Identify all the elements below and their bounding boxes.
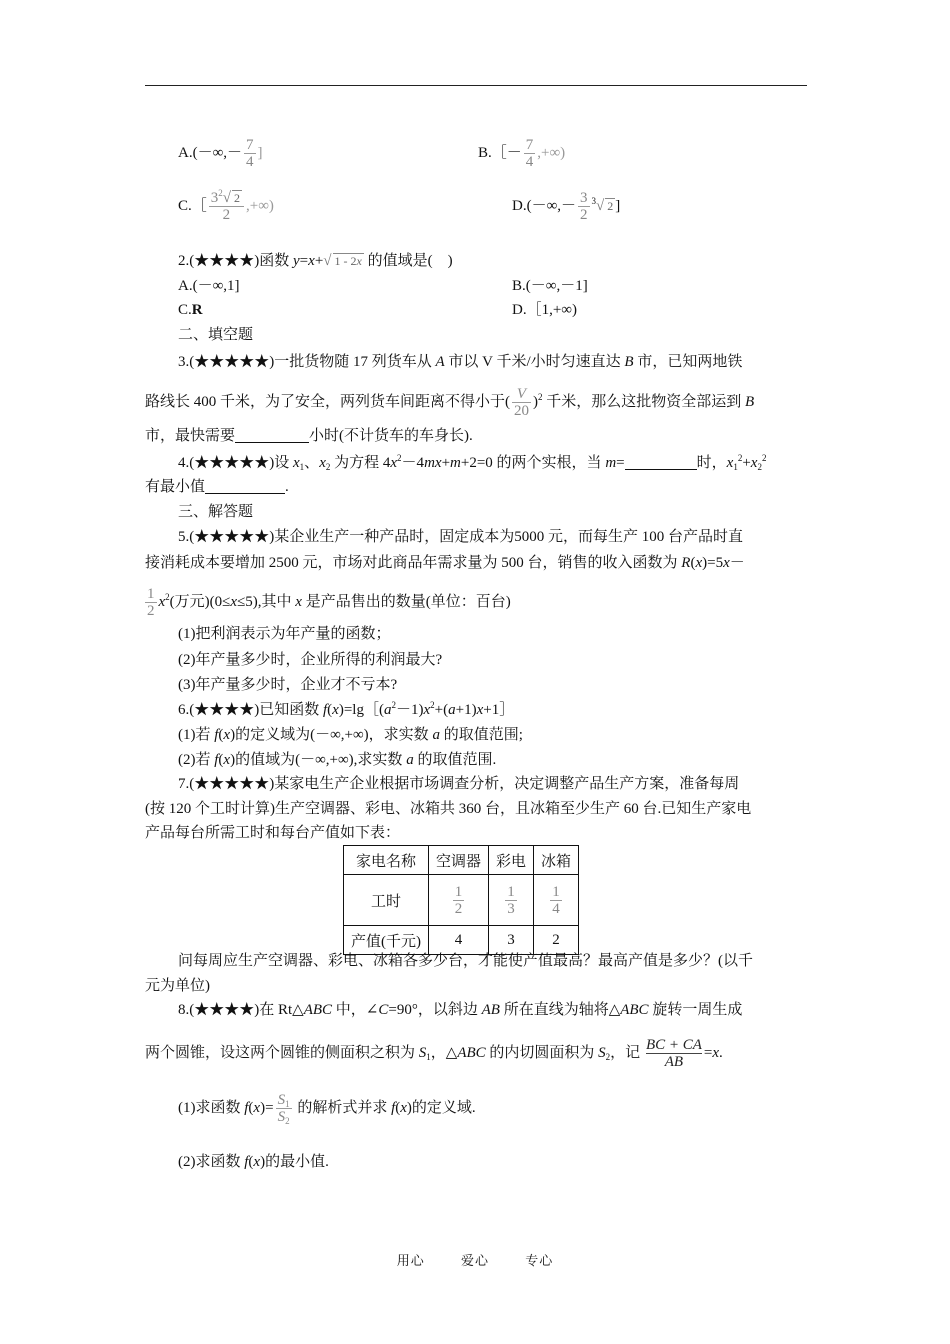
table-cell — [429, 875, 489, 926]
q2-option-b: B.(－∞,－1] — [512, 278, 588, 294]
q7-after2: 元为单位) — [145, 978, 210, 994]
table-header-cell: 家电名称 — [344, 846, 429, 875]
table-header-cell: 彩电 — [489, 846, 534, 875]
q5-part3: (3)年产量多少时，企业才不亏本? — [178, 677, 398, 693]
fraction: $\frac{3^2√ 2}{2}$ — [209, 190, 244, 223]
table-cell: 工时 — [344, 875, 429, 926]
q2-stem: 2.(★★★★)函数 y=x+√ 1 - 2x 的值域是( ) — [178, 253, 453, 269]
fraction: $\frac{BC + CA}{AB}$ — [645, 1037, 702, 1070]
answer-blank[interactable] — [625, 454, 697, 470]
q5-part1: (1)把利润表示为年产量的函数； — [178, 626, 391, 642]
q5-line3: $\frac{1}{2}$ $x^2$(万元)(0≤x≤5),其中 x 是产品售出的数量(单位：百台) — [147, 586, 511, 619]
fraction: $\frac{1}{2}$ — [147, 586, 155, 619]
table-cell: 2 — [534, 926, 579, 955]
footer-text: 专心 — [525, 1253, 554, 1268]
answer-blank[interactable] — [205, 478, 285, 494]
q8-line1: 8.(★★★★)在 Rt△ABC 中，∠C=90°，以斜边 AB 所在直线为轴将△ABC 旋转一周生成 — [178, 1002, 743, 1018]
fraction: $\frac{1}{3}$ — [507, 883, 515, 917]
q8-line2: 两个圆锥，设这两个圆锥的侧面积之积为 $S_1$，△ABC 的内切圆面积为 $S_2$，记 $\frac{BC + CA}{AB}$ =x. — [145, 1037, 723, 1070]
fraction: $\frac{1}{4}$ — [552, 883, 560, 917]
fraction: $\frac{3}{2}$ — [580, 190, 588, 223]
q3-line3: 市，最快需要 小时(不计货车的车身长). — [145, 428, 473, 444]
table-cell — [534, 875, 579, 926]
q8-part1: (1)求函数 f(x)= $\frac{S_1}{S_2}$ 的解析式并求 f(x)的定义域. — [178, 1092, 476, 1126]
q5-line2: 接消耗成本要增加 2500 元，市场对此商品年需求量为 500 台，销售的收入函数为 R(x)=5x－ — [145, 555, 745, 571]
q1-option-d: D.(－∞,－ $\frac{3}{2}$ $^3$√ 2 ] — [512, 190, 621, 223]
q4-line1: 4.(★★★★★)设 $x_1$、$x_2$ 为方程 $4x^2-4mx+m+2=0$ 的两个实根，当 m= 时，$x_1^2+x_2^2$ — [178, 453, 767, 472]
header-rule — [145, 85, 807, 86]
q1-option-c: C.［ $\frac{3^2√ 2}{2}$ ,+∞) — [178, 188, 274, 223]
q6-part1: (1)若 f(x)的定义域为(－∞,+∞)，求实数 a 的取值范围; — [178, 727, 523, 743]
table-row-hours — [344, 875, 579, 926]
q6-stem: 6.(★★★★)已知函数 $f(x)=\lg[(a^2-1)x^2+(a+1)x+1]$ — [178, 700, 515, 718]
fraction: $\frac{S_1}{S_2}$ — [277, 1092, 290, 1126]
q7-line1: 7.(★★★★★)某家电生产企业根据市场调查分析，决定调整产品生产方案，准备每周 — [178, 776, 740, 792]
fraction: $\frac{7}{4}$ — [525, 137, 534, 170]
footer-text: 用心 — [396, 1253, 425, 1268]
table-header-row — [344, 846, 579, 875]
table-header-cell: 空调器 — [429, 846, 489, 875]
q6-part2: (2)若 f(x)的值域为(－∞,+∞),求实数 a 的取值范围. — [178, 752, 497, 768]
answer-blank[interactable] — [235, 427, 309, 443]
appliance-table — [343, 845, 579, 955]
q2-option-d: D.［1,+∞) — [512, 302, 577, 318]
q1-option-a: A.(－∞,－ $\frac{7}{4}$ ] — [178, 137, 263, 170]
q4-line2: 有最小值 . — [145, 479, 289, 495]
table-cell — [489, 875, 534, 926]
table-header-cell: 冰箱 — [534, 846, 579, 875]
q2-option-c: C.R — [178, 302, 203, 318]
q5-line1: 5.(★★★★★)某企业生产一种产品时，固定成本为5000 元，而每生产 100 台产品时直 — [178, 529, 743, 545]
q5-part2: (2)年产量多少时，企业所得的利润最大? — [178, 652, 443, 668]
q7-line2: (按 120 个工时计算)生产空调器、彩电、冰箱共 360 台，且冰箱至少生产 60 台.已知生产家电 — [145, 801, 752, 817]
q7-line3: 产品每台所需工时和每台产值如下表： — [145, 825, 401, 841]
page-footer — [0, 1250, 950, 1269]
section-heading-fill-in: 二、填空题 — [178, 327, 254, 343]
q8-part2: (2)求函数 f(x)的最小值. — [178, 1154, 329, 1170]
q1-option-b: B.［－ $\frac{7}{4}$ ,+∞) — [478, 137, 566, 170]
q3-line2: 路线长 400 千米，为了安全，两列货车间距离不得小于( $\frac{V}{20}$ )$^2$ 千米，那么这批物资全部运到 B — [145, 386, 755, 419]
q7-after1: 问每周应生产空调器、彩电、冰箱各多少台，才能使产值最高？最高产值是多少？(以千 — [178, 953, 753, 969]
q2-option-a: A.(－∞,1] — [178, 278, 240, 294]
q3-line1: 3.(★★★★★)一批货物随 17 列货车从 A 市以 V 千米/小时匀速直达 B 市，已知两地铁 — [178, 354, 743, 370]
fraction: $\frac{7}{4}$ — [246, 137, 254, 170]
table-cell: 3 — [489, 926, 534, 955]
fraction: $\frac{V}{20}$ — [514, 386, 529, 419]
table-cell: 产值(千元) — [344, 926, 429, 955]
section-heading-solve: 三、解答题 — [178, 504, 254, 520]
fraction: $\frac{1}{2}$ — [454, 883, 463, 917]
table-cell: 4 — [429, 926, 489, 955]
sqrt-expression: 1 - 2x — [334, 254, 362, 268]
footer-text: 爱心 — [460, 1253, 489, 1268]
